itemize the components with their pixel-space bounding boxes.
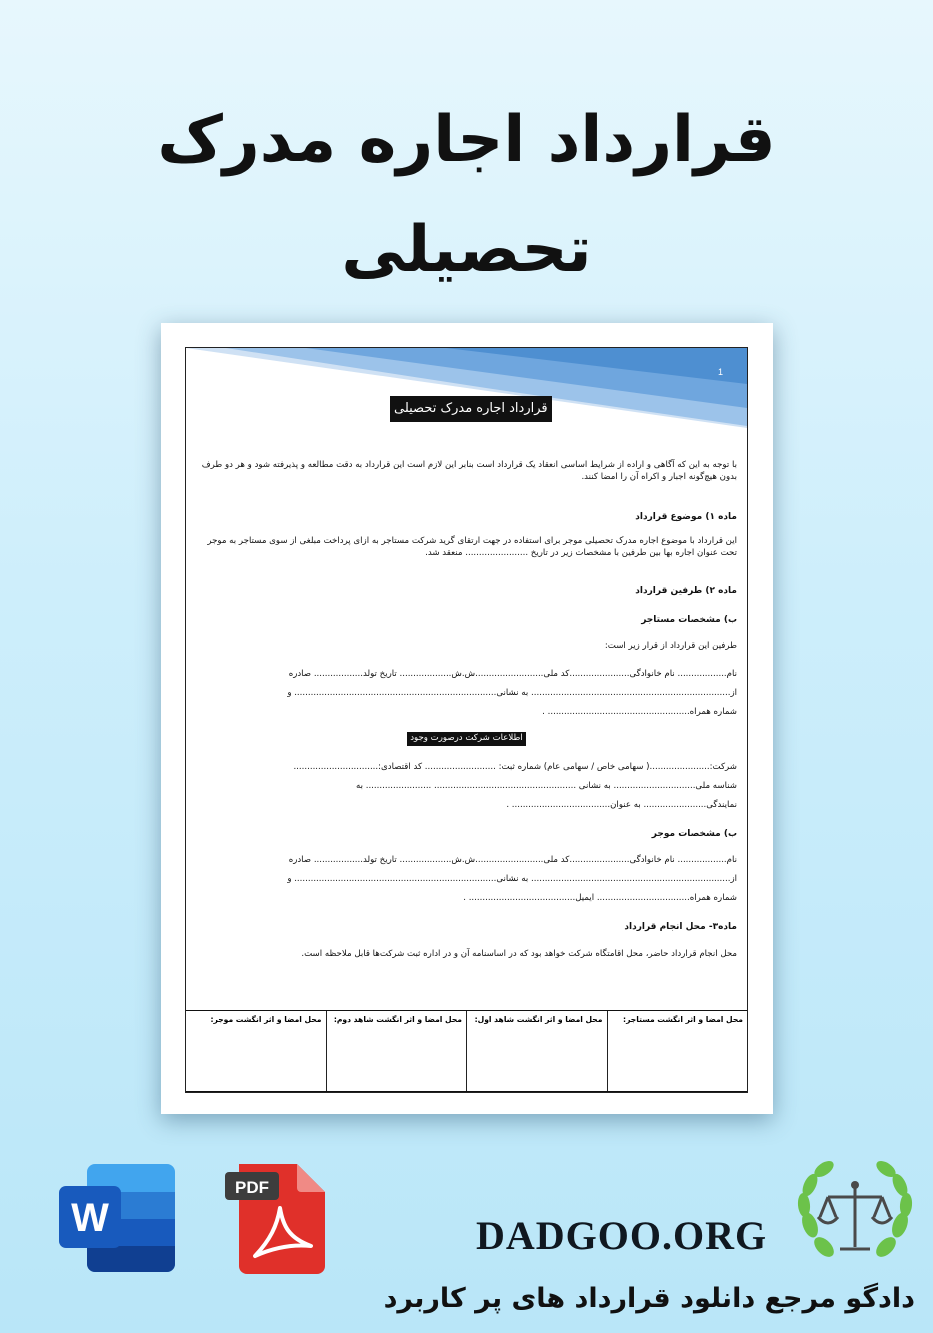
company-line-2: شناسه ملی.............................. به نشانی .................................................... ........................ به bbox=[355, 781, 737, 791]
page-title-line-2: تحصیلی bbox=[341, 213, 592, 287]
parties-intro: طرفین این قرارداد از قرار زیر است: bbox=[604, 641, 737, 651]
signature-cell-witness-2: محل امضا و اثر انگشت شاهد دوم: bbox=[326, 1011, 467, 1091]
pdf-label: PDF bbox=[235, 1178, 269, 1197]
lessor-line-1: نام.................. نام خانوادگی......................کد ملی.........................ش.ش................... تاریخ تولد.................. صادره bbox=[288, 855, 737, 865]
article-1-text: این قرارداد با موضوع اجاره مدرک تحصیلی موجر برای استفاده در جهت ارتقای گرید شرکت مستاجر به ازای پرداخت مبلغی از سوی مستاجر به موجر تحت عنوان اجاره بها بین طرفین با مشخصات زیر در تاریخ ....................... منعقد شد. bbox=[207, 536, 737, 558]
document-title: قرارداد اجاره مدرک تحصیلی bbox=[390, 396, 552, 422]
document-preview[interactable] bbox=[161, 323, 773, 1114]
signature-cell-tenant: محل امضا و اثر انگشت مستاجر: bbox=[607, 1011, 748, 1091]
article-3-text: محل انجام قرارداد حاضر، محل اقامتگاه شرکت خواهد بود که در اساسنامه آن و در اداره ثبت شرکت‌ها قابل ملاحظه است. bbox=[301, 949, 737, 959]
pdf-icon[interactable] bbox=[225, 1160, 329, 1278]
tenant-section-title: ب) مشخصات مستاجر bbox=[641, 615, 737, 625]
page-title-line-1: قرارداد اجاره مدرک bbox=[157, 103, 776, 177]
company-line-3: نمایندگی....................... به عنوان.................................... . bbox=[506, 800, 737, 810]
signature-cell-lessor: محل امضا و اثر انگشت موجر: bbox=[210, 1015, 322, 1024]
document-frame bbox=[185, 347, 748, 1093]
company-heading: اطلاعات شرکت درصورت وجود bbox=[407, 732, 526, 746]
word-icon[interactable] bbox=[57, 1162, 177, 1274]
lessor-section-title: ب) مشخصات موجر bbox=[651, 829, 737, 839]
tenant-line-3: شماره همراه.................................................... . bbox=[542, 707, 737, 717]
brand-name[interactable]: DADGOO.ORG bbox=[476, 1213, 768, 1258]
footer-tagline: دادگو مرجع دانلود قرارداد های پر کاربرد bbox=[383, 1283, 915, 1314]
scales-of-justice-icon bbox=[790, 1155, 920, 1273]
signature-cell-witness-1: محل امضا و اثر انگشت شاهد اول: bbox=[466, 1011, 607, 1091]
article-2-title: ماده ۲) طرفین قرارداد bbox=[635, 586, 737, 596]
lessor-line-3: شماره همراه.................................. ایمیل....................................... . bbox=[463, 893, 737, 903]
signature-table bbox=[186, 1010, 747, 1092]
lessor-line-2: از......................................................................... به نشانی.......................................................................... و bbox=[287, 874, 737, 884]
intro-paragraph: با توجه به این که آگاهی و اراده از شرایط اساسی انعقاد یک قرارداد است بنابر این لازم است این قرارداد به دقت مطالعه و پذیرفته شود و هر دو طرف بدون هیچ‌گونه اجبار و اکراه آن را امضا کنند. bbox=[201, 460, 737, 482]
article-1-title: ماده ۱) موضوع قرارداد bbox=[635, 512, 737, 522]
company-heading-wrap bbox=[196, 732, 737, 746]
tenant-line-1: نام.................. نام خانوادگی......................کد ملی.........................ش.ش................... تاریخ تولد.................. صادره bbox=[288, 669, 737, 679]
tenant-line-2: از......................................................................... به نشانی.......................................................................... و bbox=[287, 688, 737, 698]
article-3-title: ماده۳- محل انجام قرارداد bbox=[624, 922, 737, 932]
company-line-1: شرکت:......................( سهامی خاص / سهامی عام) شماره ثبت: .......................... کد اقتصادی:............................... bbox=[293, 762, 737, 772]
page-number: 1 bbox=[717, 367, 723, 377]
word-letter: W bbox=[71, 1196, 109, 1240]
